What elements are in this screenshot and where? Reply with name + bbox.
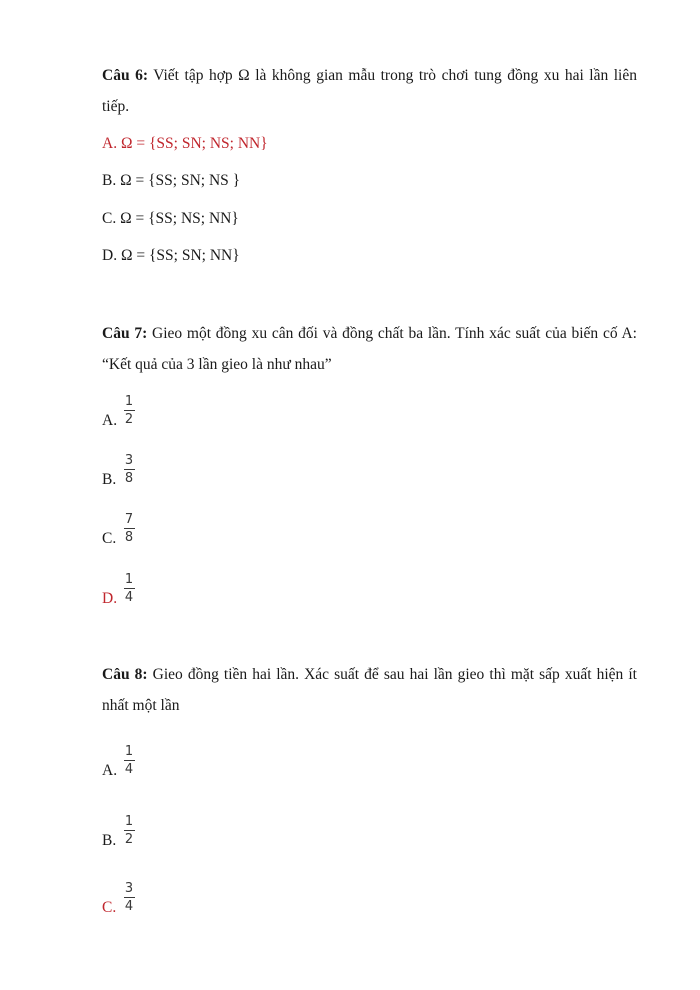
question-7-label: Câu 7: [102, 325, 148, 342]
fraction-bar [124, 588, 135, 589]
question-6-label: Câu 6: [102, 67, 148, 84]
question-8-stem [102, 659, 637, 721]
option-letter: A. [102, 762, 118, 779]
question-6-option-b: B. Ω = {SS; SN; NS } [102, 172, 241, 189]
option-letter: C. [102, 530, 117, 547]
fraction-denominator: 2 [124, 832, 134, 847]
option-letter: D. [102, 590, 118, 607]
option-letter: B. [102, 832, 117, 849]
fraction-denominator: 4 [124, 590, 134, 605]
fraction-bar [124, 469, 135, 470]
fraction [123, 513, 135, 544]
question-6-stem [102, 60, 637, 122]
option-letter: A. [102, 412, 118, 429]
fraction [123, 573, 135, 604]
fraction-denominator: 2 [124, 412, 134, 427]
fraction-numerator: 3 [124, 453, 134, 468]
fraction-numerator: 1 [124, 814, 134, 829]
question-6-option-a: A. Ω = {SS; SN; NS; NN} [102, 135, 268, 152]
option-letter: B. [102, 471, 117, 488]
fraction [123, 815, 135, 846]
fraction-numerator: 1 [124, 394, 134, 409]
question-8-text: Gieo đồng tiền hai lần. Xác suất để sau hai lần gieo thì mặt sấp xuất hiện ít nhất một lần [102, 666, 637, 714]
fraction-bar [124, 760, 135, 761]
fraction-denominator: 8 [124, 471, 134, 486]
question-6-text: Viết tập hợp Ω là không gian mẫu trong trò chơi tung đồng xu hai lần liên tiếp. [102, 67, 637, 115]
fraction [123, 395, 135, 426]
question-6-option-d: D. Ω = {SS; SN; NN} [102, 247, 240, 264]
fraction-numerator: 1 [124, 744, 134, 759]
fraction [123, 745, 135, 776]
fraction-bar [124, 528, 135, 529]
fraction-numerator: 1 [124, 572, 134, 587]
fraction [123, 882, 135, 913]
question-6-option-c: C. Ω = {SS; NS; NN} [102, 210, 239, 227]
option-letter: C. [102, 899, 117, 916]
fraction-denominator: 4 [124, 899, 134, 914]
fraction-bar [124, 410, 135, 411]
fraction-numerator: 3 [124, 881, 134, 896]
fraction-denominator: 8 [124, 530, 134, 545]
fraction-denominator: 4 [124, 762, 134, 777]
question-8-label: Câu 8: [102, 666, 148, 683]
fraction-bar [124, 897, 135, 898]
fraction-bar [124, 830, 135, 831]
question-7-text: Gieo một đồng xu cân đối và đồng chất ba lần. Tính xác suất của biến cố A: “Kết quả của 3 lần gieo là như nhau” [102, 325, 637, 373]
fraction-numerator: 7 [124, 512, 134, 527]
fraction [123, 454, 135, 485]
question-7-stem [102, 318, 637, 380]
